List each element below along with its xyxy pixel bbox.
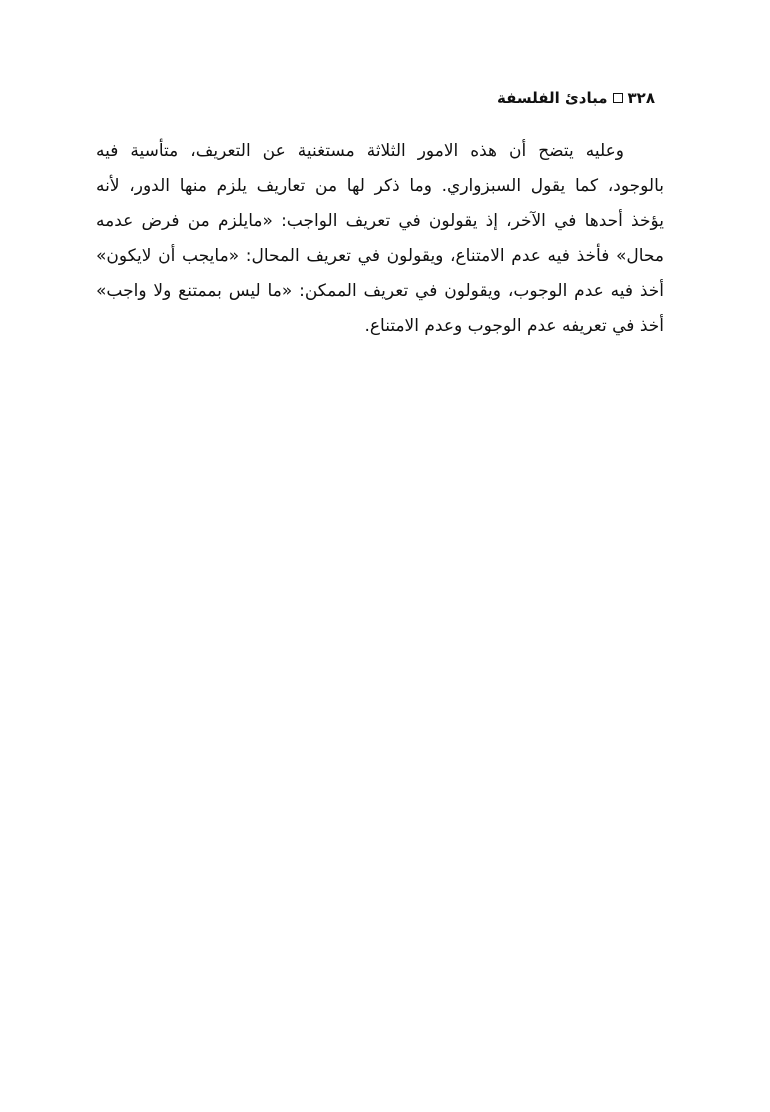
- text-line-3: يؤخذ أحدها في الآخر، إذ يقولون في تعريف الواجب: «مايلزم من فرض عدمه: [96, 211, 664, 231]
- text-line-6: أخذ في تعريفه عدم الوجوب وعدم الامتناع.: [364, 316, 664, 336]
- page-header: [497, 86, 655, 110]
- page-number: ٣٢٨: [627, 89, 655, 107]
- text-line-1: وعليه يتضح أن هذه الامور الثلاثة مستغنية عن التعريف، متأسية فيه: [96, 141, 624, 161]
- text-line-5: أخذ فيه عدم الوجوب، ويقولون في تعريف الممكن: «ما ليس بممتنع ولا واجب»: [96, 281, 664, 301]
- text-line-2: بالوجود، كما يقول السبزواري. وما ذكر لها من تعاريف يلزم منها الدور، لأنه: [96, 176, 664, 196]
- book-title: مبادئ الفلسفة: [496, 89, 608, 107]
- body-paragraph: [96, 134, 664, 344]
- text-line-4: محال» فأخذ فيه عدم الامتناع، ويقولون في تعريف المحال: «مايجب أن لايكون»: [96, 246, 664, 266]
- square-icon: [613, 93, 623, 103]
